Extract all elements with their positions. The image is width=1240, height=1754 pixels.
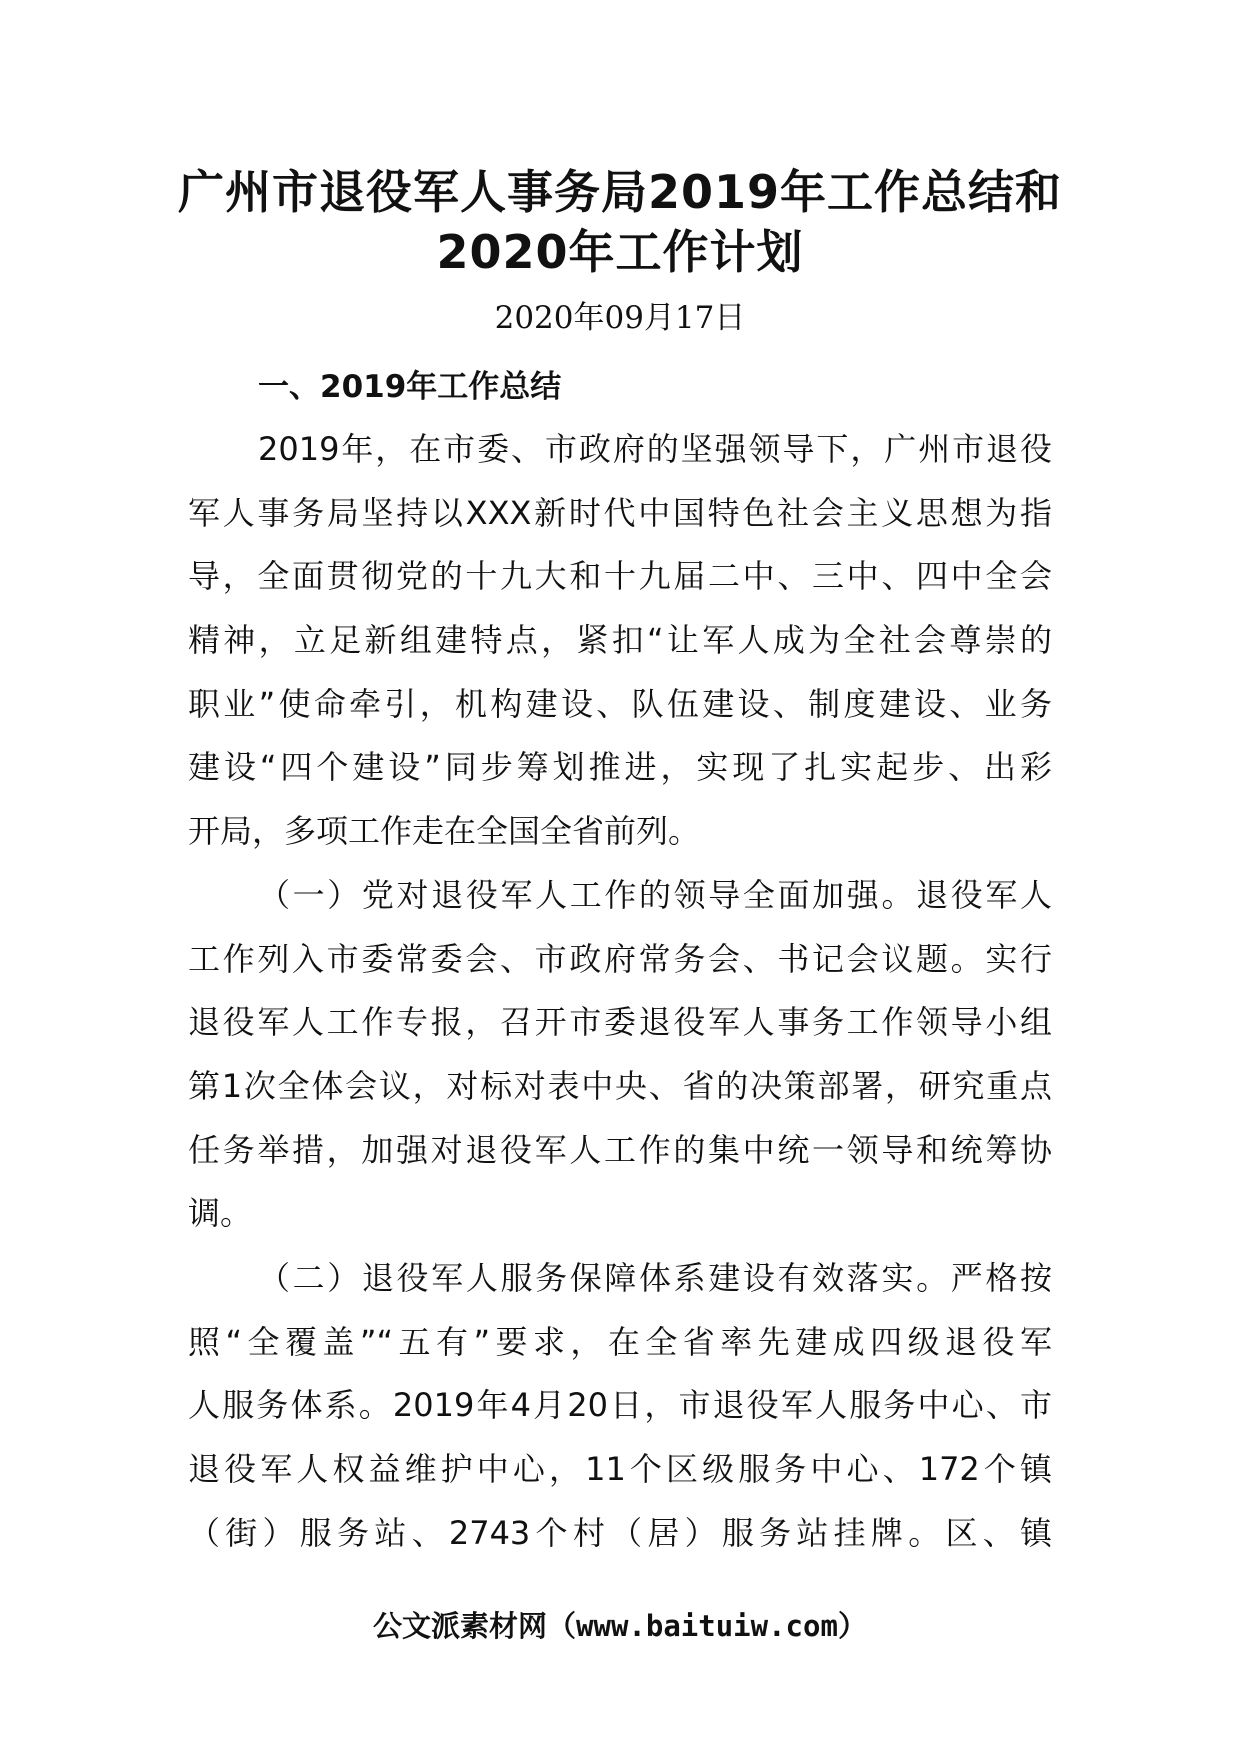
paragraph-2 <box>188 864 1052 1246</box>
footer-watermark <box>0 1606 1240 1646</box>
footer-site-url[interactable]: （www.baituiw.com） <box>547 1609 867 1643</box>
paragraph-line: 照“全覆盖”“五有”要求，在全省率先建成四级退役军 <box>188 1322 1052 1361</box>
section-heading: 一、2019年工作总结 <box>258 369 562 405</box>
paragraph-line: 任务举措，加强对退役军人工作的集中统一领导和统筹协 <box>188 1130 1052 1169</box>
paragraph-line: 工作列入市委常委会、市政府常务会、书记会议题。实行 <box>188 939 1052 978</box>
document-date: 2020年09月17日 <box>494 300 746 336</box>
paragraph-line: 退役军人权益维护中心，11个区级服务中心、172个镇 <box>188 1450 1052 1489</box>
paragraph-line: （街）服务站、2743个村（居）服务站挂牌。区、镇 <box>188 1513 1052 1552</box>
paragraph-1 <box>188 418 1052 864</box>
paragraph-line: （二）退役军人服务保障体系建设有效落实。严格按 <box>258 1259 1052 1297</box>
paragraph-line: 人服务体系。2019年4月20日，市退役军人服务中心、市 <box>188 1386 1052 1425</box>
paragraph-line: 导，全面贯彻党的十九大和十九届二中、三中、四中全会 <box>188 557 1052 596</box>
paragraph-line: 军人事务局坚持以XXX新时代中国特色社会主义思想为指 <box>188 493 1052 532</box>
paragraph-line: 职业”使命牵引，机构建设、队伍建设、制度建设、业务 <box>188 684 1052 723</box>
paragraph-line: 开局，多项工作走在全国全省前列。 <box>188 812 701 851</box>
paragraph-3 <box>188 1247 1052 1565</box>
paragraph-line: 精神，立足新组建特点，紧扣“让军人成为全社会尊崇的 <box>188 621 1052 660</box>
paragraph-line: 退役军人工作专报，召开市委退役军人事务工作领导小组 <box>188 1003 1052 1042</box>
paragraph-line: 第1次全体会议，对标对表中央、省的决策部署，研究重点 <box>188 1067 1052 1106</box>
paragraph-line: 调。 <box>188 1194 253 1233</box>
paragraph-line: 2019年，在市委、市政府的坚强领导下，广州市退役 <box>258 430 1052 468</box>
paragraph-line: 建设“四个建设”同步筹划推进，实现了扎实起步、出彩 <box>188 748 1052 787</box>
paragraph-line: （一）党对退役军人工作的领导全面加强。退役军人 <box>258 876 1052 914</box>
document-title-line-1: 广州市退役军人事务局2019年工作总结和 <box>177 165 1063 219</box>
footer-site-name: 公文派素材网 <box>373 1609 548 1643</box>
document-title-line-2: 2020年工作计划 <box>436 225 804 279</box>
